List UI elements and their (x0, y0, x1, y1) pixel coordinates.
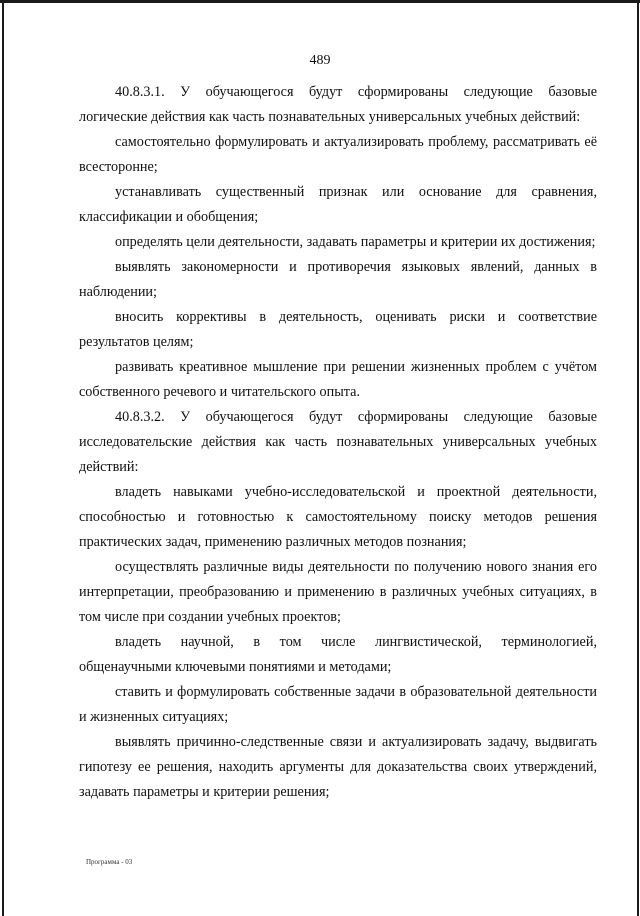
scan-border-top (0, 0, 640, 3)
paragraph-research-actions-intro: 40.8.3.2. У обучающегося будут сформированы следующие базовые исследовательские действия как часть познавательных универсальных учебных действий: (79, 409, 597, 475)
paragraph-item: ставить и формулировать собственные задачи в образовательной деятельности и жизненных ситуациях; (79, 684, 597, 725)
paragraph-item: владеть научной, в том числе лингвистической, терминологией, общенаучными ключевыми понятиями и методами; (79, 634, 597, 675)
scan-border-left (2, 0, 4, 916)
paragraph-item: владеть навыками учебно-исследовательской и проектной деятельности, способностью и готовностью к самостоятельному поиску методов решения практических задач, применению различных методов познания; (79, 484, 597, 550)
paragraph-item: самостоятельно формулировать и актуализировать проблему, рассматривать её всесторонне; (79, 134, 597, 175)
document-body (79, 80, 597, 805)
scan-border-right (637, 0, 639, 916)
paragraph-item: вносить коррективы в деятельность, оценивать риски и соответствие результатов целям; (79, 309, 597, 350)
page-number: 489 (309, 53, 331, 68)
paragraph-item: выявлять закономерности и противоречия языковых явлений, данных в наблюдении; (79, 259, 597, 300)
paragraph-item: устанавливать существенный признак или основание для сравнения, классификации и обобщения; (79, 184, 597, 225)
page-footer: Программа - 03 (86, 858, 133, 866)
paragraph-item: определять цели деятельности, задавать параметры и критерии их достижения; (115, 234, 596, 250)
paragraph-item: осуществлять различные виды деятельности по получению нового знания его интерпретации, преобразованию и применению в различных учебных ситуациях, в том числе при создании учебных проектов; (79, 559, 597, 625)
paragraph-item: выявлять причинно-следственные связи и актуализировать задачу, выдвигать гипотезу ее решения, находить аргументы для доказательства своих утверждений, задавать параметры и критерии решения; (79, 734, 597, 800)
paragraph-logical-actions-intro: 40.8.3.1. У обучающегося будут сформированы следующие базовые логические действия как часть познавательных универсальных учебных действий: (79, 84, 597, 125)
paragraph-item: развивать креативное мышление при решении жизненных проблем с учётом собственного речевого и читательского опыта. (79, 359, 597, 400)
